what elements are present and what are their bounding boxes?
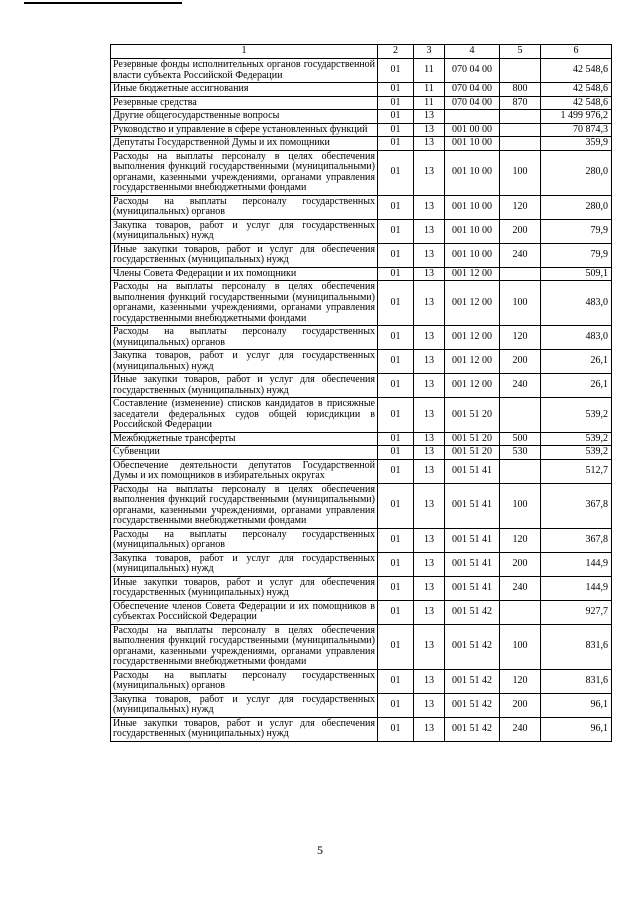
expense-name-cell: Расходы на выплаты персоналу государственных (муниципальных) органов [111,528,378,552]
subsection-code-cell: 13 [414,281,445,326]
subsection-code-cell: 13 [414,552,445,576]
amount-cell: 509,1 [541,267,612,281]
table-row [111,483,612,528]
expense-type-cell [500,459,541,483]
expense-type-cell: 870 [500,96,541,110]
section-code-cell: 01 [378,59,414,83]
target-article-cell: 001 51 42 [445,717,500,741]
expense-type-cell [500,110,541,124]
amount-cell: 280,0 [541,150,612,195]
expense-name-cell: Закупка товаров, работ и услуг для государственных (муниципальных) нужд [111,552,378,576]
amount-cell: 483,0 [541,281,612,326]
expense-name-cell: Резервные фонды исполнительных органов государственной власти субъекта Российской Федерации [111,59,378,83]
subsection-code-cell: 13 [414,219,445,243]
header-rule [24,2,182,4]
expense-name-cell: Расходы на выплаты персоналу в целях обеспечения выполнения функций государственными (муниципальными) органами, казенными учреждениями, органами управления государственными внебюджетными фондами [111,281,378,326]
expense-name-cell: Иные закупки товаров, работ и услуг для обеспечения государственных (муниципальных) нужд [111,374,378,398]
expense-type-cell: 530 [500,446,541,460]
amount-cell: 26,1 [541,350,612,374]
expense-type-cell: 100 [500,483,541,528]
expense-type-cell: 800 [500,83,541,97]
expense-name-cell: Обеспечение деятельности депутатов Государственной Думы и их помощников в избирательных округах [111,459,378,483]
target-article-cell: 001 51 20 [445,398,500,433]
expense-name-cell: Другие общегосударственные вопросы [111,110,378,124]
section-code-cell: 01 [378,576,414,600]
table-row [111,83,612,97]
header-cell: 4 [445,45,500,59]
expense-name-cell: Расходы на выплаты персоналу в целях обеспечения выполнения функций государственными (муниципальными) органами, казенными учреждениями, органами управления государственными внебюджетными фондами [111,150,378,195]
header-cell: 6 [541,45,612,59]
expense-name-cell: Расходы на выплаты персоналу государственных (муниципальных) органов [111,326,378,350]
expense-type-cell: 200 [500,552,541,576]
expense-type-cell: 120 [500,326,541,350]
subsection-code-cell: 13 [414,693,445,717]
amount-cell: 367,8 [541,528,612,552]
amount-cell: 1 499 976,2 [541,110,612,124]
section-code-cell: 01 [378,446,414,460]
section-code-cell: 01 [378,326,414,350]
subsection-code-cell: 13 [414,576,445,600]
section-code-cell: 01 [378,83,414,97]
subsection-code-cell: 13 [414,483,445,528]
amount-cell: 831,6 [541,669,612,693]
target-article-cell: 001 51 42 [445,669,500,693]
amount-cell: 42 548,6 [541,59,612,83]
target-article-cell: 001 00 00 [445,123,500,137]
table-row [111,552,612,576]
amount-cell: 79,9 [541,243,612,267]
section-code-cell: 01 [378,374,414,398]
section-code-cell: 01 [378,459,414,483]
expense-type-cell: 100 [500,624,541,669]
table-row [111,267,612,281]
table-row [111,528,612,552]
target-article-cell: 070 04 00 [445,96,500,110]
subsection-code-cell: 13 [414,398,445,433]
amount-cell: 539,2 [541,446,612,460]
target-article-cell: 001 51 42 [445,600,500,624]
table-row [111,281,612,326]
expense-type-cell: 120 [500,195,541,219]
section-code-cell: 01 [378,96,414,110]
expense-name-cell: Закупка товаров, работ и услуг для государственных (муниципальных) нужд [111,350,378,374]
subsection-code-cell: 13 [414,528,445,552]
amount-cell: 42 548,6 [541,83,612,97]
expense-name-cell: Иные закупки товаров, работ и услуг для обеспечения государственных (муниципальных) нужд [111,243,378,267]
subsection-code-cell: 13 [414,669,445,693]
table-row [111,326,612,350]
budget-table [110,44,612,742]
amount-cell: 483,0 [541,326,612,350]
subsection-code-cell: 13 [414,446,445,460]
target-article-cell: 001 12 00 [445,326,500,350]
amount-cell: 280,0 [541,195,612,219]
expense-type-cell: 240 [500,576,541,600]
expense-type-cell: 200 [500,693,541,717]
section-code-cell: 01 [378,717,414,741]
section-code-cell: 01 [378,483,414,528]
table-row [111,717,612,741]
target-article-cell: 001 10 00 [445,243,500,267]
expense-type-cell: 100 [500,281,541,326]
expense-name-cell: Расходы на выплаты персоналу в целях обеспечения выполнения функций государственными (муниципальными) органами, казенными учреждениями, органами управления государственными внебюджетными фондами [111,624,378,669]
budget-table-container [110,44,611,742]
table-row [111,59,612,83]
subsection-code-cell: 11 [414,59,445,83]
expense-name-cell: Депутаты Государственной Думы и их помощники [111,137,378,151]
subsection-code-cell: 13 [414,459,445,483]
section-code-cell: 01 [378,110,414,124]
target-article-cell: 070 04 00 [445,83,500,97]
target-article-cell: 001 10 00 [445,137,500,151]
section-code-cell: 01 [378,267,414,281]
subsection-code-cell: 13 [414,150,445,195]
table-row [111,600,612,624]
subsection-code-cell: 13 [414,350,445,374]
expense-type-cell [500,398,541,433]
expense-name-cell: Расходы на выплаты персоналу в целях обеспечения выполнения функций государственными (муниципальными) органами, казенными учреждениями, органами управления государственными внебюджетными фондами [111,483,378,528]
expense-name-cell: Расходы на выплаты персоналу государственных (муниципальных) органов [111,669,378,693]
subsection-code-cell: 13 [414,137,445,151]
target-article-cell: 001 10 00 [445,150,500,195]
table-row [111,350,612,374]
expense-type-cell [500,267,541,281]
expense-type-cell [500,123,541,137]
target-article-cell: 001 51 20 [445,432,500,446]
section-code-cell: 01 [378,528,414,552]
target-article-cell: 001 12 00 [445,374,500,398]
target-article-cell: 001 12 00 [445,267,500,281]
section-code-cell: 01 [378,600,414,624]
section-code-cell: 01 [378,137,414,151]
expense-type-cell [500,600,541,624]
amount-cell: 96,1 [541,693,612,717]
target-article-cell: 001 51 41 [445,459,500,483]
section-code-cell: 01 [378,693,414,717]
table-row [111,398,612,433]
target-article-cell [445,110,500,124]
expense-type-cell: 200 [500,219,541,243]
table-row [111,243,612,267]
subsection-code-cell: 13 [414,624,445,669]
section-code-cell: 01 [378,432,414,446]
expense-type-cell: 120 [500,669,541,693]
table-row [111,374,612,398]
expense-name-cell: Руководство и управление в сфере установленных функций [111,123,378,137]
subsection-code-cell: 13 [414,267,445,281]
section-code-cell: 01 [378,123,414,137]
subsection-code-cell: 11 [414,96,445,110]
section-code-cell: 01 [378,669,414,693]
expense-name-cell: Иные бюджетные ассигнования [111,83,378,97]
section-code-cell: 01 [378,624,414,669]
subsection-code-cell: 13 [414,326,445,350]
amount-cell: 144,9 [541,552,612,576]
amount-cell: 367,8 [541,483,612,528]
expense-name-cell: Составление (изменение) списков кандидатов в присяжные заседатели федеральных судов общей юрисдикции в Российской Федерации [111,398,378,433]
amount-cell: 144,9 [541,576,612,600]
target-article-cell: 001 51 20 [445,446,500,460]
expense-name-cell: Члены Совета Федерации и их помощники [111,267,378,281]
expense-type-cell [500,59,541,83]
section-code-cell: 01 [378,552,414,576]
table-row [111,446,612,460]
header-cell: 2 [378,45,414,59]
subsection-code-cell: 13 [414,374,445,398]
section-code-cell: 01 [378,195,414,219]
expense-name-cell: Обеспечение членов Совета Федерации и их помощников в субъектах Российской Федерации [111,600,378,624]
target-article-cell: 001 51 42 [445,624,500,669]
amount-cell: 96,1 [541,717,612,741]
amount-cell: 539,2 [541,398,612,433]
table-row [111,576,612,600]
table-row [111,624,612,669]
expense-type-cell [500,137,541,151]
amount-cell: 70 874,3 [541,123,612,137]
table-row [111,693,612,717]
section-code-cell: 01 [378,281,414,326]
amount-cell: 26,1 [541,374,612,398]
table-row [111,150,612,195]
expense-name-cell: Межбюджетные трансферты [111,432,378,446]
section-code-cell: 01 [378,150,414,195]
expense-type-cell: 120 [500,528,541,552]
expense-name-cell: Закупка товаров, работ и услуг для государственных (муниципальных) нужд [111,219,378,243]
subsection-code-cell: 13 [414,600,445,624]
subsection-code-cell: 13 [414,195,445,219]
expense-name-cell: Расходы на выплаты персоналу государственных (муниципальных) органов [111,195,378,219]
table-row [111,96,612,110]
target-article-cell: 001 10 00 [445,195,500,219]
target-article-cell: 001 51 41 [445,528,500,552]
subsection-code-cell: 13 [414,432,445,446]
target-article-cell: 001 51 41 [445,576,500,600]
table-row [111,669,612,693]
section-code-cell: 01 [378,219,414,243]
expense-name-cell: Иные закупки товаров, работ и услуг для обеспечения государственных (муниципальных) нужд [111,576,378,600]
subsection-code-cell: 13 [414,123,445,137]
amount-cell: 831,6 [541,624,612,669]
expense-type-cell: 240 [500,374,541,398]
expense-type-cell: 240 [500,717,541,741]
header-cell: 5 [500,45,541,59]
section-code-cell: 01 [378,243,414,267]
table-row [111,459,612,483]
target-article-cell: 001 10 00 [445,219,500,243]
subsection-code-cell: 13 [414,243,445,267]
expense-type-cell: 240 [500,243,541,267]
table-header-row [111,45,612,59]
table-row [111,195,612,219]
table-row [111,123,612,137]
target-article-cell: 001 51 42 [445,693,500,717]
expense-name-cell: Субвенции [111,446,378,460]
amount-cell: 927,7 [541,600,612,624]
subsection-code-cell: 13 [414,717,445,741]
expense-type-cell: 200 [500,350,541,374]
target-article-cell: 070 04 00 [445,59,500,83]
amount-cell: 512,7 [541,459,612,483]
table-row [111,110,612,124]
expense-type-cell: 100 [500,150,541,195]
subsection-code-cell: 11 [414,83,445,97]
target-article-cell: 001 51 41 [445,552,500,576]
header-cell: 1 [111,45,378,59]
subsection-code-cell: 13 [414,110,445,124]
table-row [111,137,612,151]
expense-type-cell: 500 [500,432,541,446]
table-row [111,432,612,446]
section-code-cell: 01 [378,350,414,374]
table-row [111,219,612,243]
section-code-cell: 01 [378,398,414,433]
expense-name-cell: Закупка товаров, работ и услуг для государственных (муниципальных) нужд [111,693,378,717]
expense-name-cell: Иные закупки товаров, работ и услуг для обеспечения государственных (муниципальных) нужд [111,717,378,741]
amount-cell: 42 548,6 [541,96,612,110]
amount-cell: 539,2 [541,432,612,446]
header-cell: 3 [414,45,445,59]
expense-name-cell: Резервные средства [111,96,378,110]
amount-cell: 359,9 [541,137,612,151]
amount-cell: 79,9 [541,219,612,243]
target-article-cell: 001 51 41 [445,483,500,528]
page-number: 5 [317,843,323,857]
target-article-cell: 001 12 00 [445,281,500,326]
target-article-cell: 001 12 00 [445,350,500,374]
